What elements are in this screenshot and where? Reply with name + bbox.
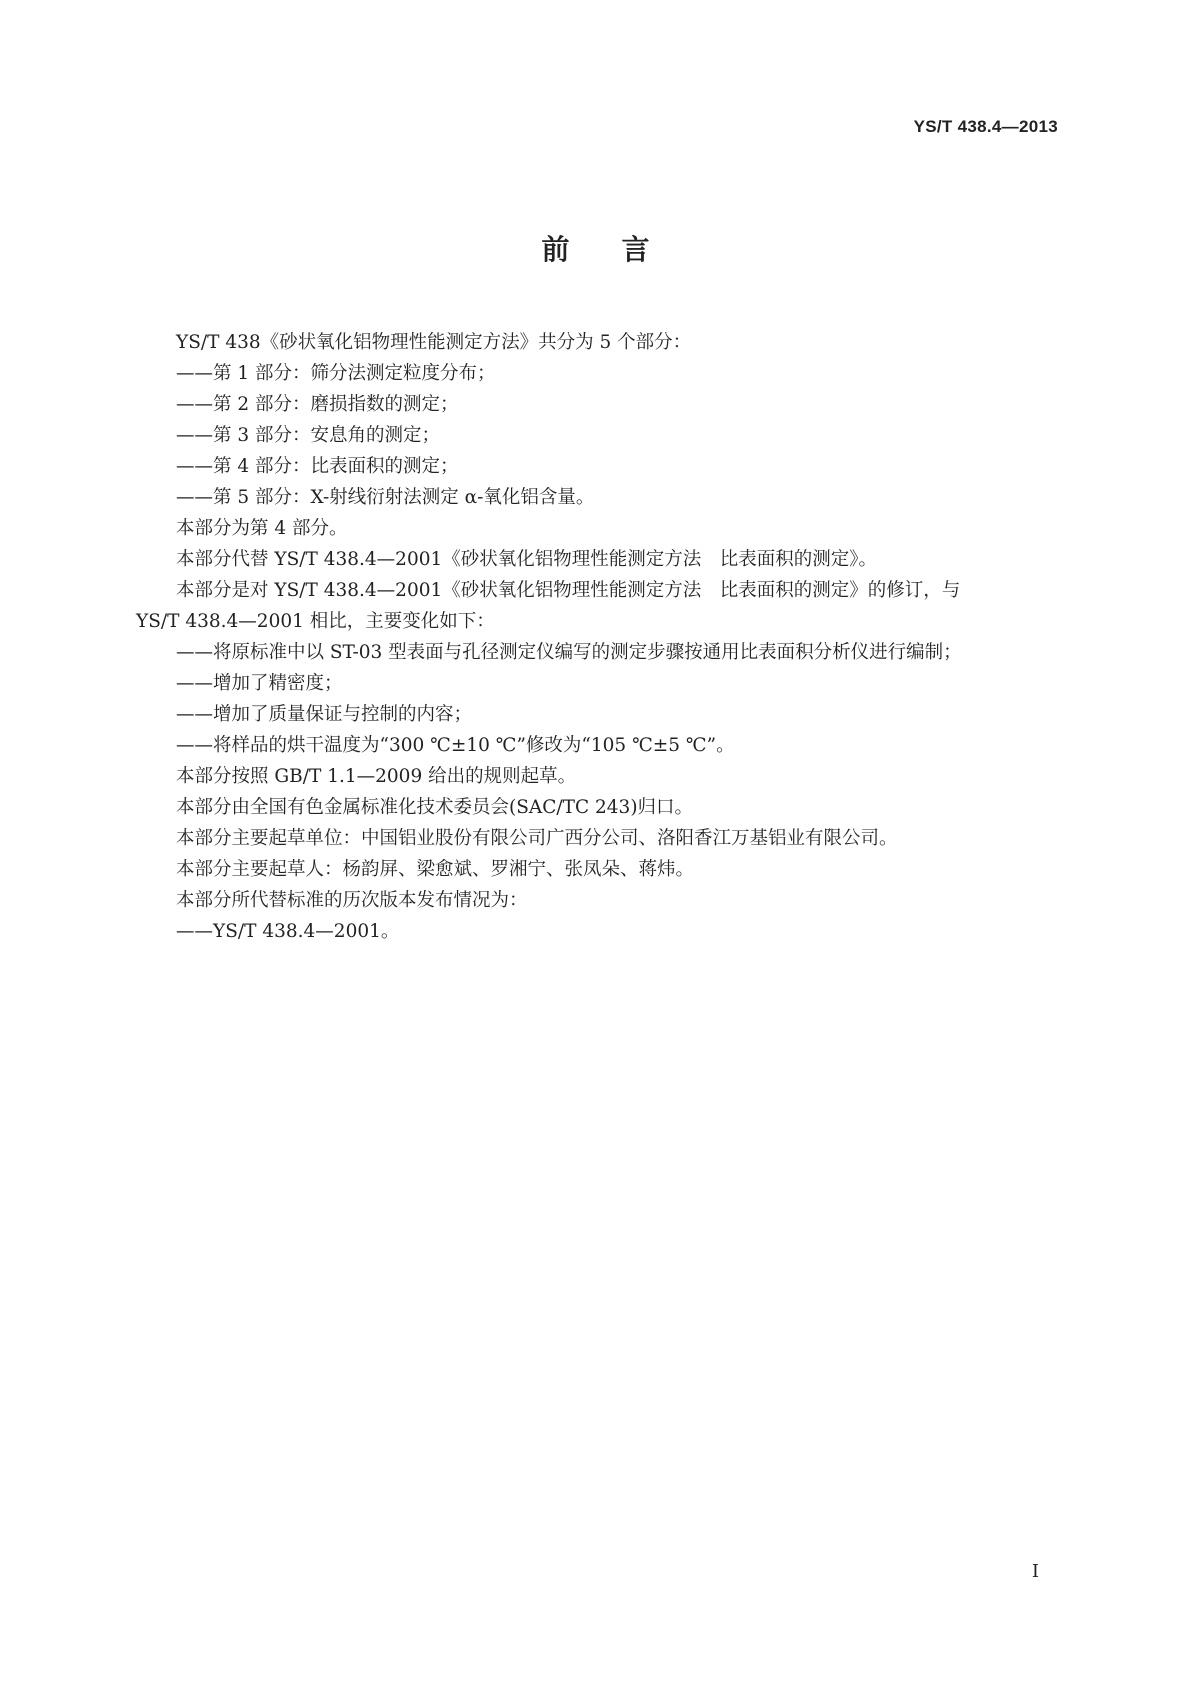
list-item: ——第 3 部分：安息角的测定； bbox=[176, 425, 441, 446]
foreword-body bbox=[136, 327, 1056, 947]
paragraph-line-continuation: YS/T 438.4—2001 相比，主要变化如下： bbox=[136, 611, 495, 632]
paragraph-line: 本部分为第 4 部分。 bbox=[176, 518, 348, 539]
paragraph-line: YS/T 438《砂状氧化铝物理性能测定方法》共分为 5 个部分： bbox=[176, 332, 692, 353]
list-item: ——第 4 部分：比表面积的测定； bbox=[176, 456, 459, 477]
paragraph-line: 本部分按照 GB/T 1.1—2009 给出的规则起草。 bbox=[176, 766, 577, 787]
list-item: ——将原标准中以 ST-03 型表面与孔径测定仪编写的测定步骤按通用比表面积分析仪进行编制； bbox=[176, 642, 962, 663]
list-item: ——第 1 部分：筛分法测定粒度分布； bbox=[176, 363, 496, 384]
paragraph-line: 本部分所代替标准的历次版本发布情况为： bbox=[176, 890, 528, 911]
list-item: ——增加了精密度； bbox=[176, 673, 343, 694]
page-title: 前言 bbox=[541, 233, 702, 266]
page-number: I bbox=[1031, 1561, 1039, 1582]
paragraph-line: 本部分主要起草人：杨韵屏、梁愈斌、罗湘宁、张凤朵、蒋炜。 bbox=[176, 859, 695, 880]
paragraph-line: 本部分是对 YS/T 438.4—2001《砂状氧化铝物理性能测定方法 比表面积的测定》的修订，与 bbox=[176, 580, 961, 601]
list-item: ——YS/T 438.4—2001。 bbox=[176, 921, 400, 942]
paragraph-line: 本部分主要起草单位：中国铝业股份有限公司广西分公司、洛阳香江万基铝业有限公司。 bbox=[176, 828, 898, 849]
paragraph-line: 本部分代替 YS/T 438.4—2001《砂状氧化铝物理性能测定方法 比表面积的测定》。 bbox=[176, 549, 878, 570]
standard-code: YS/T 438.4—2013 bbox=[913, 117, 1058, 136]
paragraph-line: 本部分由全国有色金属标准化技术委员会(SAC/TC 243)归口。 bbox=[176, 797, 694, 818]
list-item: ——第 2 部分：磨损指数的测定； bbox=[176, 394, 459, 415]
list-item: ——增加了质量保证与控制的内容； bbox=[176, 704, 473, 725]
list-item: ——第 5 部分：X-射线衍射法测定 α-氧化铝含量。 bbox=[176, 487, 595, 508]
list-item: ——将样品的烘干温度为“300 ℃±10 ℃”修改为“105 ℃±5 ℃”。 bbox=[176, 735, 735, 756]
